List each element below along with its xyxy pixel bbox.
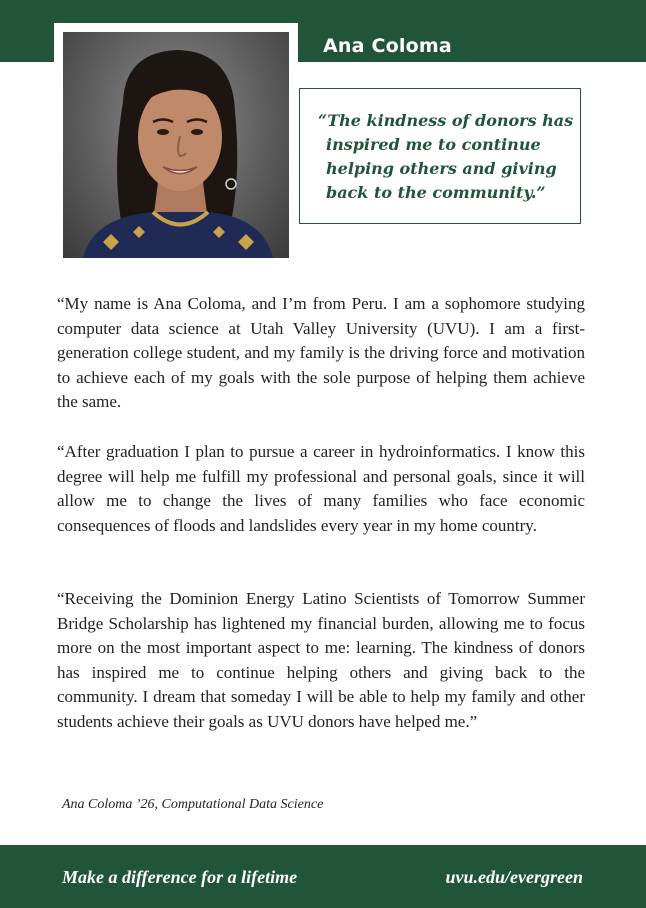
- paragraph-career: [57, 440, 585, 538]
- attribution: Ana Coloma ’26, Computational Data Science: [62, 797, 324, 812]
- portrait-photo: [63, 32, 289, 258]
- paragraph-text: “After graduation I plan to pursue a career in hydroinformatics. I know this degree will help me fulfill my professional and personal goals, since it will allow me to change the lives of many families who face economic consequences of floods and landslides every year in my home country.: [57, 442, 585, 535]
- pull-quote: “The kindness of donors has inspired me to continue helping others and giving back to the community.”: [318, 111, 574, 202]
- paragraph-text: “Receiving the Dominion Energy Latino Scientists of Tomorrow Summer Bridge Scholarship has lightened my financial burden, allowing me to focus more on the most important aspect to me: learning. The kindness of donors has inspired me to continue helping others and giving back to the community. I dream that someday I will be able to help my family and other students achieve their goals as UVU donors have helped me.”: [57, 589, 585, 731]
- footer-website-link[interactable]: uvu.edu/evergreen: [445, 867, 583, 887]
- paragraph-scholarship: [57, 587, 585, 735]
- pull-quote-box: [299, 88, 581, 224]
- student-name: Ana Coloma: [323, 35, 452, 57]
- portrait-frame: [54, 23, 298, 267]
- footer-bar: [0, 845, 646, 908]
- paragraph-intro: [57, 292, 585, 415]
- paragraph-text: “My name is Ana Coloma, and I’m from Peru. I am a sophomore studying computer data science at Utah Valley University (UVU). I am a first-generation college student, and my family is the driving force and motivation to achieve each of my goals with the sole purpose of helping them achieve the same.: [57, 294, 585, 412]
- portrait-illustration: [63, 32, 289, 258]
- footer-tagline: Make a difference for a lifetime: [62, 867, 298, 887]
